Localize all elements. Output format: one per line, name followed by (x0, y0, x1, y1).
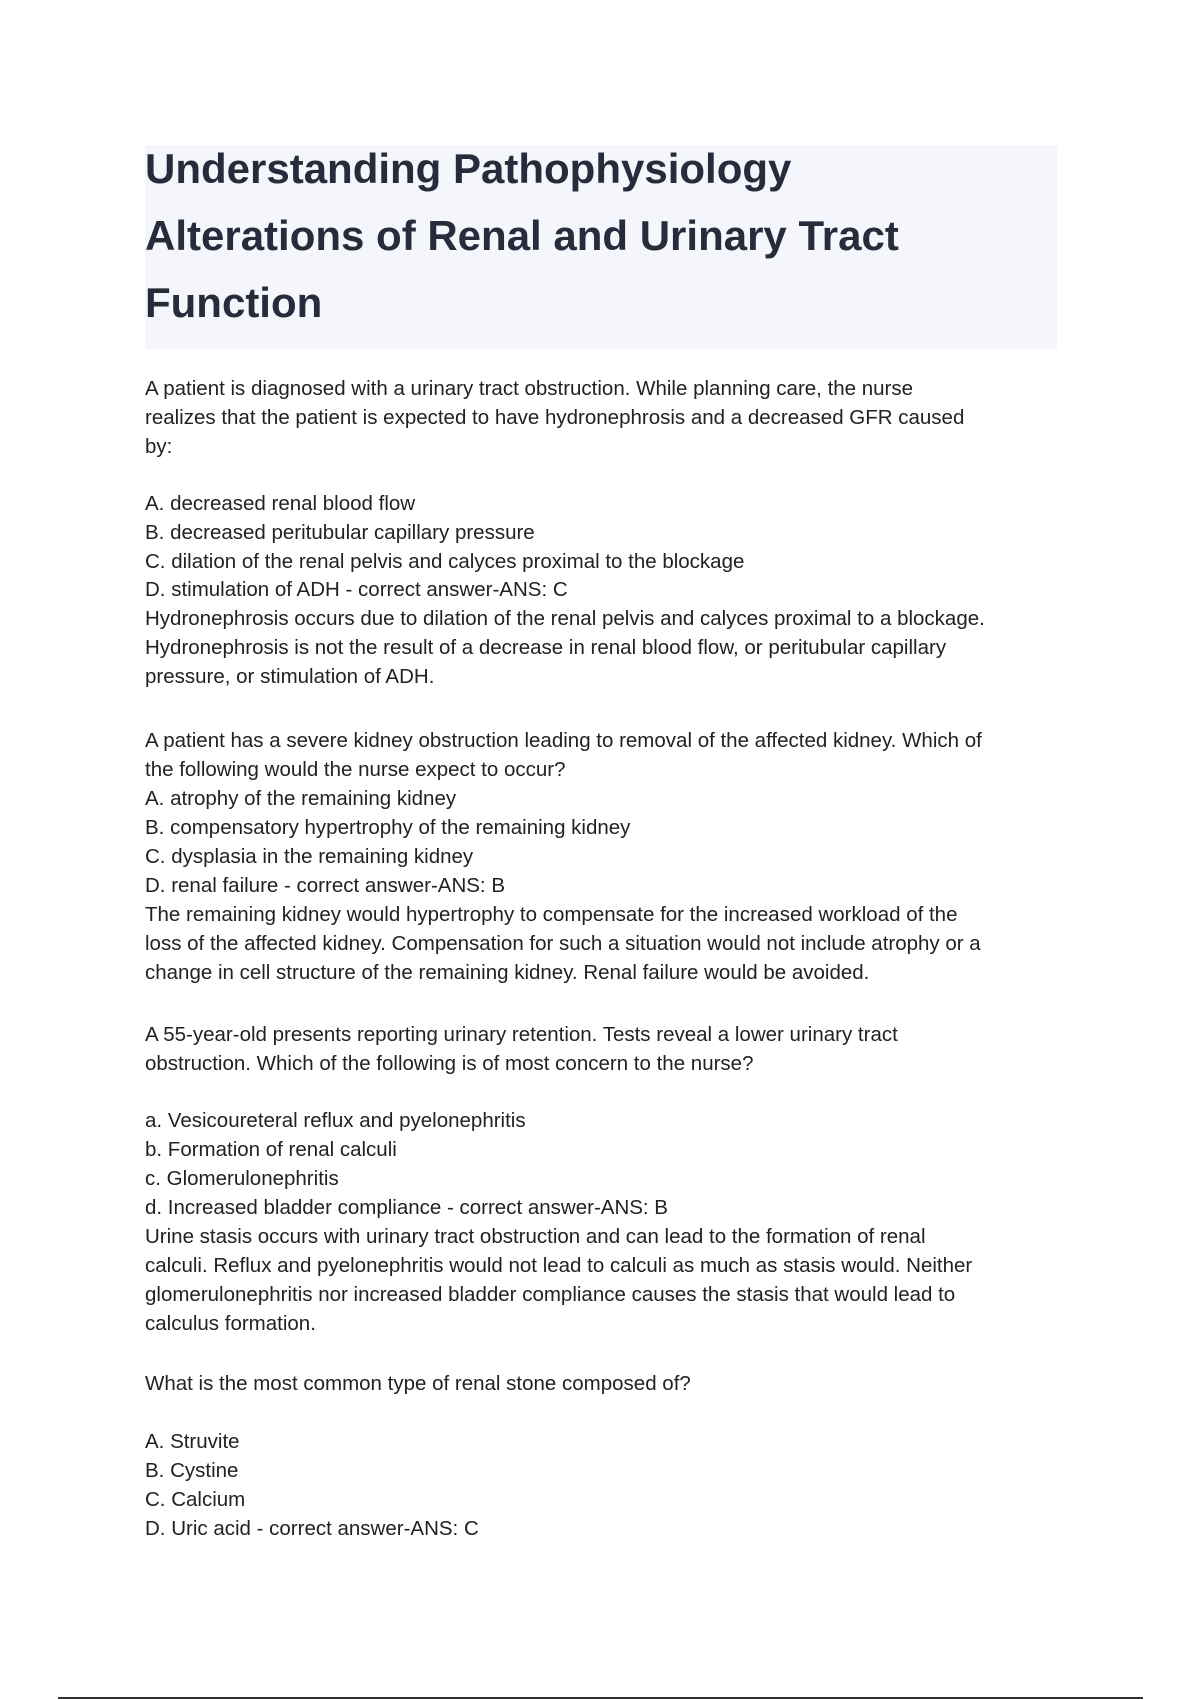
q3-option: a. Vesicoureteral reflux and pyelonephritis (145, 1109, 526, 1132)
q3-rationale-line: glomerulonephritis nor increased bladder compliance causes the stasis that would lead to (145, 1283, 956, 1306)
q1-rationale-line: Hydronephrosis is not the result of a decrease in renal blood flow, or peritubular capillary (145, 636, 947, 659)
page-title-line-3: Function (145, 279, 323, 326)
q4-option: C. Calcium (145, 1488, 246, 1511)
q3-option: c. Glomerulonephritis (145, 1167, 339, 1190)
q2-option-answer: D. renal failure - correct answer-ANS: B (145, 874, 506, 897)
q2-option: B. compensatory hypertrophy of the remaining kidney (145, 816, 631, 839)
q3-rationale-line: calculi. Reflux and pyelonephritis would not lead to calculi as much as stasis would. Neither (145, 1254, 973, 1277)
q1-option-answer: D. stimulation of ADH - correct answer-ANS: C (145, 578, 568, 601)
page-title-line-2: Alterations of Renal and Urinary Tract (145, 212, 899, 259)
q1-rationale-line: pressure, or stimulation of ADH. (145, 665, 435, 688)
q3-option-answer: d. Increased bladder compliance - correct answer-ANS: B (145, 1196, 668, 1219)
q4-stem-line: What is the most common type of renal stone composed of? (145, 1372, 691, 1395)
q1-stem-line: realizes that the patient is expected to have hydronephrosis and a decreased GFR caused (145, 406, 965, 429)
page-title-line-1: Understanding Pathophysiology (145, 145, 792, 192)
q4-option: A. Struvite (145, 1430, 240, 1453)
q3-stem-line: obstruction. Which of the following is of most concern to the nurse? (145, 1052, 754, 1075)
q2-option: A. atrophy of the remaining kidney (145, 787, 457, 810)
q4-option: B. Cystine (145, 1459, 239, 1482)
q2-option: C. dysplasia in the remaining kidney (145, 845, 474, 868)
q2-rationale-line: change in cell structure of the remaining kidney. Renal failure would be avoided. (145, 961, 870, 984)
q2-rationale-line: loss of the affected kidney. Compensation for such a situation would not include atrophy or a (145, 932, 981, 955)
q2-rationale-line: The remaining kidney would hypertrophy to compensate for the increased workload of the (145, 903, 958, 926)
q1-option: B. decreased peritubular capillary pressure (145, 521, 535, 544)
q4-option-answer: D. Uric acid - correct answer-ANS: C (145, 1517, 479, 1540)
q1-option: C. dilation of the renal pelvis and calyces proximal to the blockage (145, 550, 745, 573)
q1-option: A. decreased renal blood flow (145, 492, 416, 515)
q1-stem-line: A patient is diagnosed with a urinary tract obstruction. While planning care, the nurse (145, 377, 914, 400)
q2-stem-line: A patient has a severe kidney obstruction leading to removal of the affected kidney. Which of (145, 729, 982, 752)
q3-stem-line: A 55-year-old presents reporting urinary retention. Tests reveal a lower urinary tract (145, 1023, 898, 1046)
q3-rationale-line: calculus formation. (145, 1312, 316, 1335)
q1-rationale-line: Hydronephrosis occurs due to dilation of the renal pelvis and calyces proximal to a blockage. (145, 607, 985, 630)
q3-rationale-line: Urine stasis occurs with urinary tract obstruction and can lead to the formation of renal (145, 1225, 926, 1248)
q2-stem-line: the following would the nurse expect to occur? (145, 758, 566, 781)
q3-option: b. Formation of renal calculi (145, 1138, 397, 1161)
footer-divider (58, 1697, 1143, 1699)
q1-stem-line: by: (145, 435, 173, 458)
title-block (145, 145, 1057, 349)
